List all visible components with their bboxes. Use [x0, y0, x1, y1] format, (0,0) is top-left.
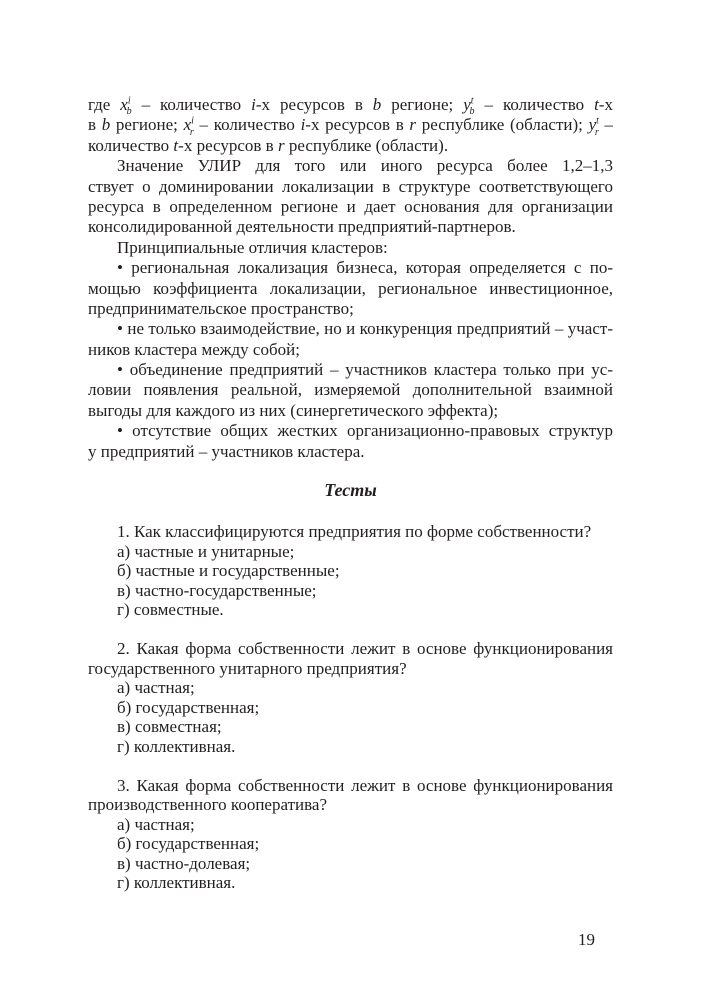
question-text: 2. Какая форма собственности лежит в основе функционирования: [117, 639, 613, 658]
body-line: Значение УЛИР для того или иного ресурса более 1,2–1,3: [117, 156, 613, 176]
question-text: 1. Как классифицируются предприятия по форме собственности?: [117, 522, 592, 541]
body-line: предпринимательское пространство;: [88, 298, 354, 318]
body-line: • не только взаимодействие, но и конкуренция предприятий – участ-: [117, 319, 613, 339]
body-line: мощью коэффициента локализации, региональное инвестиционное,: [88, 278, 613, 298]
answer-option: г) совместные.: [117, 600, 224, 619]
question-text-cont: производственного кооператива?: [88, 795, 327, 814]
body-line: Принципиальные отличия кластеров:: [117, 237, 388, 257]
body-line: • объединение предприятий – участников кластера только при ус-: [117, 360, 613, 380]
page-number: 19: [578, 930, 595, 949]
test-question: [88, 522, 613, 620]
body-line: ников кластера между собой;: [88, 339, 300, 359]
section-title: Тесты: [324, 480, 377, 500]
question-text: 3. Какая форма собственности лежит в основе функционирования: [117, 775, 613, 795]
answer-option: в) совместная;: [117, 717, 222, 736]
body-text: [88, 95, 613, 462]
answer-option: б) государственная;: [117, 697, 260, 717]
formula-line-3: количество t-х ресурсов в r республике (области).: [88, 135, 449, 155]
body-line: • отсутствие общих жестких организационно-правовых структур: [117, 421, 613, 441]
body-line: выгоды для каждого из них (синергетического эффекта);: [88, 400, 499, 420]
body-line: ствует о доминировании локализации в структуре соответствующего: [88, 176, 613, 196]
test-question: [88, 639, 613, 756]
answer-option: г) коллективная.: [117, 873, 236, 892]
answer-option: а) частная;: [117, 814, 195, 834]
answer-option: а) частные и унитарные;: [117, 541, 295, 561]
answer-option: в) частно-государственные;: [117, 580, 317, 600]
formula-line-2: в b регионе; $x^i_r$ – количество i-х ресурсов в r республике (области); $y^t_r$ –: [88, 115, 613, 136]
answer-option: г) коллективная.: [117, 736, 236, 756]
body-line: у предприятий – участников кластера.: [88, 441, 365, 461]
body-line: ловии появления реальной, измеряемой дополнительной взаимной: [88, 380, 613, 400]
answer-option: а) частная;: [117, 678, 195, 697]
answer-option: б) частные и государственные;: [117, 561, 340, 580]
tests-list: [88, 522, 613, 912]
answer-option: в) частно-долевая;: [117, 853, 251, 873]
body-line: ресурса в определенном регионе и дает основания для организации: [88, 196, 613, 216]
answer-option: б) государственная;: [117, 834, 260, 853]
body-line: • региональная локализация бизнеса, которая определяется с по-: [117, 258, 613, 278]
test-question: [88, 776, 613, 893]
body-line: консолидированной деятельности предприятий-партнеров.: [88, 217, 516, 237]
question-text-cont: государственного унитарного предприятия?: [88, 658, 407, 678]
formula-line-1: где $x^i_b$ – количество i-х ресурсов в b регионе; $y^t_b$ – количество t-х: [88, 95, 613, 116]
